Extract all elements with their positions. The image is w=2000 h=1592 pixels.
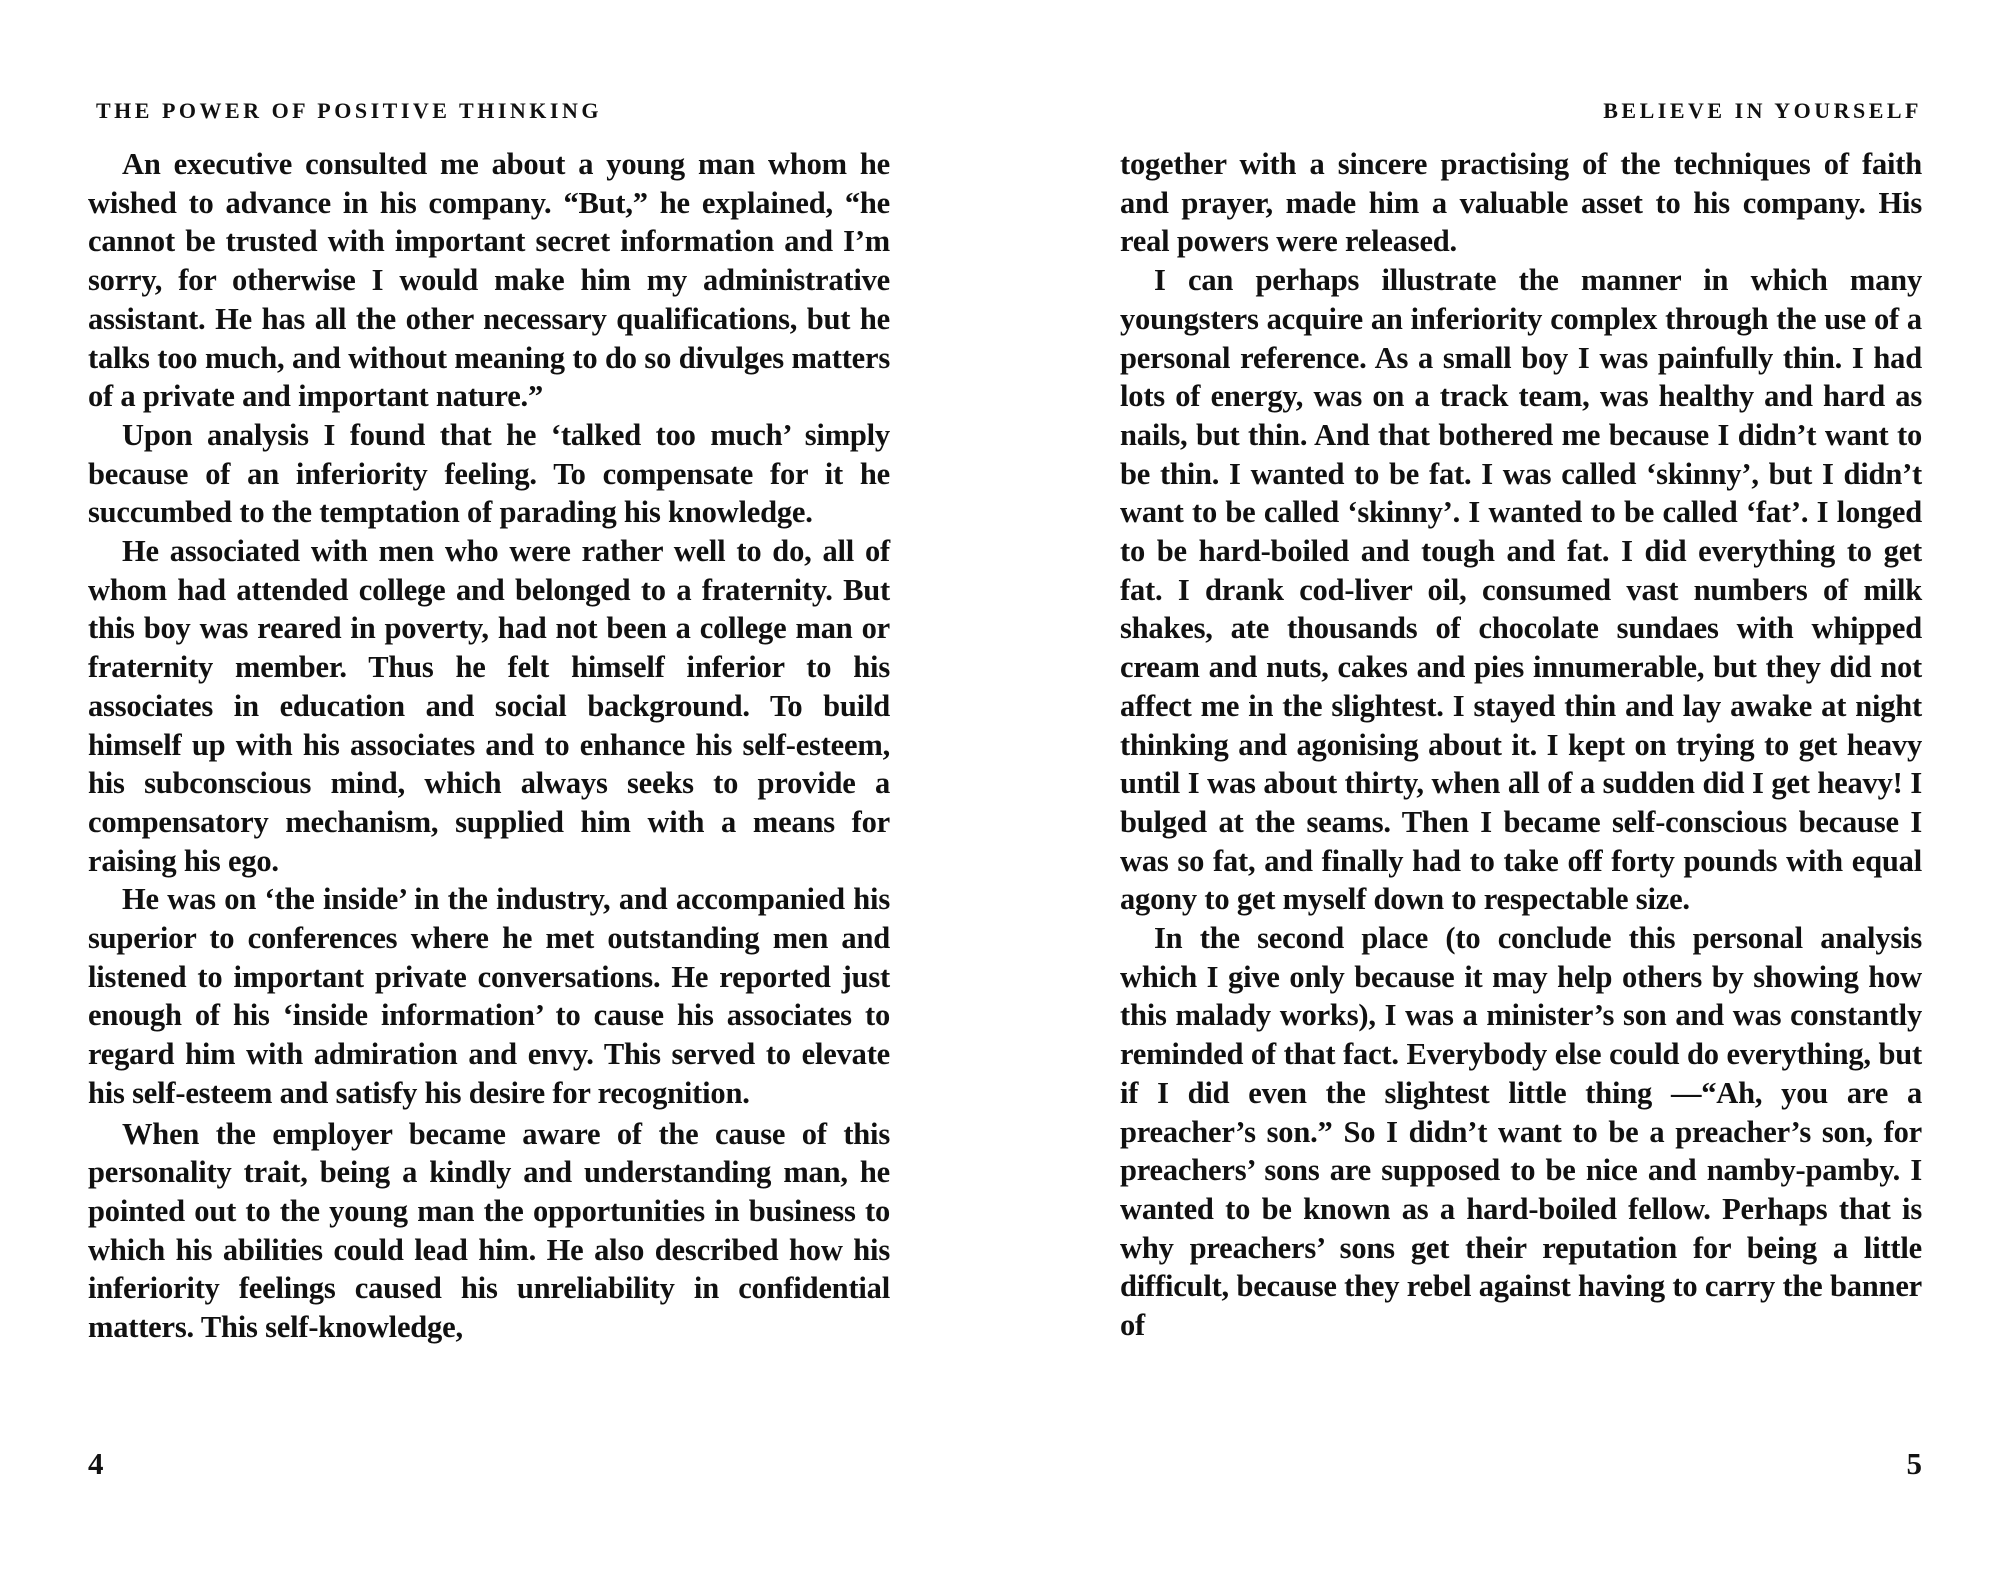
left-page-number: 4 bbox=[88, 1446, 104, 1481]
right-running-head: BELIEVE IN YOURSELF bbox=[1603, 98, 1922, 123]
paragraph: He was on ‘the inside’ in the industry, and accompanied his superior to conferences where he met outstanding men and listened to important private conversations. He reported just enough of his ‘inside information’ to cause his associates to regard him with admiration and envy. This served to elevate his self-esteem and satisfy his desire for recognition. bbox=[88, 882, 890, 1110]
paragraph: When the employer became aware of the cause of this personality trait, being a kindly and understanding man, he pointed out to the young man the opportunities in business to which his abilities could lead him. He also described how his inferiority feelings caused his unreliability in confidential matters. This self-knowledge, bbox=[88, 1116, 890, 1345]
left-running-head: THE POWER OF POSITIVE THINKING bbox=[96, 98, 602, 123]
right-page-number: 5 bbox=[1906, 1446, 1922, 1481]
left-body-text bbox=[88, 145, 890, 1347]
paragraph: Upon analysis I found that he ‘talked too much’ simply because of an inferiority feeling. To compensate for it he succumbed to the temptation of parading his knowledge. bbox=[88, 417, 890, 530]
paragraph: together with a sincere practising of the techniques of faith and prayer, made him a valuable asset to his company. His real powers were released. bbox=[1120, 147, 1922, 259]
paragraph: I can perhaps illustrate the manner in which many youngsters acquire an inferiority complex through the use of a personal reference. As a small boy I was painfully thin. I had lots of energy, was on a track team, was healthy and hard as nails, but thin. And that bothered me because I didn’t want to be thin. I wanted to be fat. I was called ‘skinny’, but I didn’t want to be called ‘skinny’. I wanted to be called ‘fat’. I longed to be hard-boiled and tough and fat. I did everything to get fat. I drank cod-liver oil, consumed vast numbers of milk shakes, ate thousands of chocolate sundaes with whipped cream and nuts, cakes and pies innumerable, but they did not affect me in the slightest. I stayed thin and lay awake at night thinking and agonising about it. I kept on trying to get heavy until I was about thirty, when all of a sudden did I get heavy! I bulged at the seams. Then I became self-conscious because I was so fat, and finally had to take off forty pounds with equal agony to get myself down to respectable size. bbox=[1120, 263, 1922, 917]
right-page bbox=[1120, 0, 1922, 1592]
left-page bbox=[88, 0, 890, 1592]
paragraph: An executive consulted me about a young man whom he wished to advance in his company. “But,” he explained, “he cannot be trusted with important secret information and I’m sorry, for otherwise I would make him my administrative assistant. He has all the other necessary qualifications, but he talks too much, and without meaning to do so divulges matters of a private and important nature.” bbox=[88, 147, 890, 414]
paragraph: In the second place (to conclude this personal analysis which I give only because it may help others by showing how this malady works), I was a minister’s son and was constantly reminded of that fact. Everybody else could do everything, but if I did even the slightest little thing —“Ah, you are a preacher’s son.” So I didn’t want to be a preacher’s son, for preachers’ sons are supposed to be nice and namby-pamby. I wanted to be known as a hard-boiled fellow. Perhaps that is why preachers’ sons get their reputation for being a little difficult, because they rebel against having to carry the banner of bbox=[1120, 921, 1922, 1343]
paragraph: He associated with men who were rather well to do, all of whom had attended college and belonged to a fraternity. But this boy was reared in poverty, had not been a college man or fraternity member. Thus he felt himself inferior to his associates in education and social background. To build himself up with his associates and to enhance his self-esteem, his subconscious mind, which always seeks to provide a compensatory mechanism, supplied him with a means for raising his ego. bbox=[88, 534, 890, 878]
right-body-text bbox=[1120, 145, 1922, 1345]
